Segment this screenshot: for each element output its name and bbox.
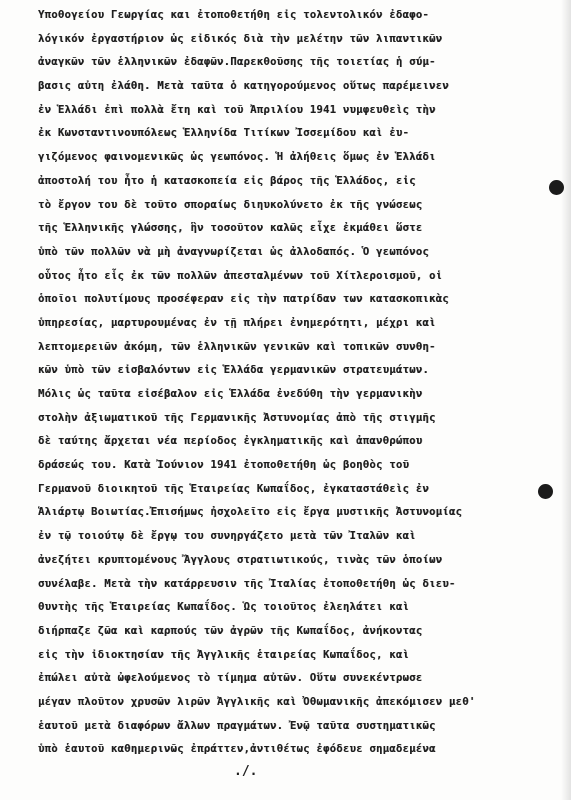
text-line: δράσεώς του. Κατὰ Ἰούνιον 1941 ἐτοποθετήθη ὡς βοηθὸς τοῦ — [38, 459, 410, 472]
text-line: γιζόμενος φαινομενικῶς ὡς γεωπόνος. Ἡ ἀλήθεις ὅμως ἐν Ἑλλάδι — [38, 151, 436, 164]
text-line: ἀναγκῶν τῶν ἑλληνικῶν ἐδαφῶν.Παρεκθοῦσης τῆς τοιετίας ἡ σύμ- — [38, 56, 436, 69]
text-line: Ὑποθογείου Γεωργίας και ἐτοποθετήθη εἰς τολεντολικόν ἐδαφο- — [38, 9, 430, 21]
text-line: τῆς Ἑλληνικῆς γλώσσης, ἣν τοσοῦτον καλῶς εἶχε ἐκμάθει ὥστε — [38, 222, 423, 235]
text-line: δὲ ταύτης ἄρχεται νέα περίοδος ἐγκληματικῆς καὶ ἀπανθρώπου — [38, 435, 423, 448]
text-line: ἐν Ἑλλάδι ἐπὶ πολλὰ ἔτη καὶ τοῦ Ἀπριλίου 1941 νυμφευθεὶς τὴν — [38, 103, 436, 116]
text-line: τὸ ἔργον του δὲ τοῦτο σποραίως διηυκολύνετο ἐκ τῆς γνώσεως — [38, 198, 423, 211]
text-line: ὑπὸ τῶν πολλῶν νὰ μὴ ἀναγνωρίζεται ὡς ἀλλοδαπός. Ὁ γεωπόνος — [38, 245, 430, 258]
text-line: στολὴν ἀξιωματικοῦ τῆς Γερμανικῆς Ἀστυνομίας ἀπὸ τῆς στιγμῆς — [38, 411, 436, 424]
text-line: Γερμανοῦ διοικητοῦ τῆς Ἑταιρείας Κωπαΐδος, ἐγκαταστάθεὶς ἐν — [38, 482, 430, 495]
punch-hole-icon — [549, 180, 564, 195]
typed-text-block — [38, 4, 550, 762]
text-line: ὁποῖοι πολυτίμους προσέφεραν εἰς τὴν πατρίδαν των κατασκοπικὰς — [38, 293, 449, 306]
text-line: διήρπαζε ζῶα καὶ καρπούς τῶν ἀγρῶν τῆς Κωπαΐδος, ἀνήκοντας — [38, 624, 423, 637]
text-line: συνέλαβε. Μετὰ τὴν κατάρρευσιν τῆς Ἰταλίας ἐτοποθετήθη ὡς διευ- — [38, 577, 456, 590]
text-line: ἐπώλει αὐτὰ ὠφελούμενος τὸ τίμημα αὐτῶν. Οὕτω συνεκέντρωσε — [38, 672, 423, 685]
page-edge-shadow — [561, 0, 571, 800]
text-line: εἰς τὴν ἰδιοκτησίαν τῆς Ἀγγλικῆς ἑταιρείας Κωπαΐδος, καὶ — [38, 648, 410, 661]
page-number: ./. — [234, 764, 258, 779]
text-line: ἐν τῷ τοιούτῳ δὲ ἔργῳ του συνηργάζετο μετὰ τῶν Ἰταλῶν καὶ — [38, 530, 416, 543]
text-line: ἑαυτοῦ μετὰ διαφόρων ἄλλων πραγμάτων. Ἐνῷ ταῦτα συστηματικῶς — [38, 719, 436, 732]
text-line: Ἁλιάρτῳ Βοιωτίας.Ἐπισήμως ἠσχολεῖτο εἰς ἔργα μυστικῆς Ἀστυνομίας — [38, 506, 463, 519]
text-line: λεπτομερειῶν ἀκόμη, τῶν ἑλληνικῶν γενικῶν καὶ τοπικῶν συνθη- — [38, 340, 436, 353]
text-line: λόγικόν ἐργαστήριον ὡς εἰδικός διὰ τὴν μελέτην τῶν λιπαντικῶν — [38, 32, 443, 45]
text-line: ὑπὸ ἑαυτοῦ καθημερινῶς ἐπράττεν,ἀντιθέτως ἐφόδευε σημαδεμένα — [38, 743, 436, 756]
text-line: Μόλις ὡς ταῦτα εἰσέβαλον εἰς Ἑλλάδα ἐνεδύθη τὴν γερμανικὴν — [38, 388, 423, 400]
text-line: ἐκ Κωνσταντινουπόλεως Ἑλληνίδα Τιτίκων Ἰσσεμίδου καὶ ἐυ- — [38, 127, 410, 140]
text-line: ἀποστολή του ἦτο ἡ κατασκοπεία εἰς βάρος τῆς Ἑλλάδος, εἰς — [38, 174, 416, 187]
text-line: ἀνεζήτει κρυπτομένους Ἄγγλους στρατιωτικούς, τινὰς τῶν ὁποίων — [38, 553, 443, 566]
text-line: κῶν ὑπὸ τῶν εἰσβαλόντων εἰς Ἑλλάδα γερμανικῶν στρατευμάτων. — [38, 364, 430, 377]
text-line: μέγαν πλοῦτον χρυσῶν λιρῶν Ἀγγλικῆς καὶ Ὀθωμανικῆς ἀπεκόμισεν μεθ' — [38, 695, 476, 708]
text-line: θυντὴς τῆς Ἑταιρείας Κωπαΐδος. Ὡς τοιοῦτος ἐλεηλάτει καὶ — [38, 601, 410, 614]
text-line: οὗτος ἦτο εἷς ἐκ τῶν πολλῶν ἀπεσταλμένων τοῦ Χίτλεροισμοῦ, οἱ — [38, 269, 443, 282]
text-line: ὑπηρεσίας, μαρτυρουμένας ἐν τῇ πλήρει ἐνημερότητι, μέχρι καὶ — [38, 316, 436, 329]
text-line: βασις αὐτη ἐλάθη. Μετὰ ταῦτα ὁ κατηγορούμενος οὕτως παρέμεινεν — [38, 80, 449, 93]
